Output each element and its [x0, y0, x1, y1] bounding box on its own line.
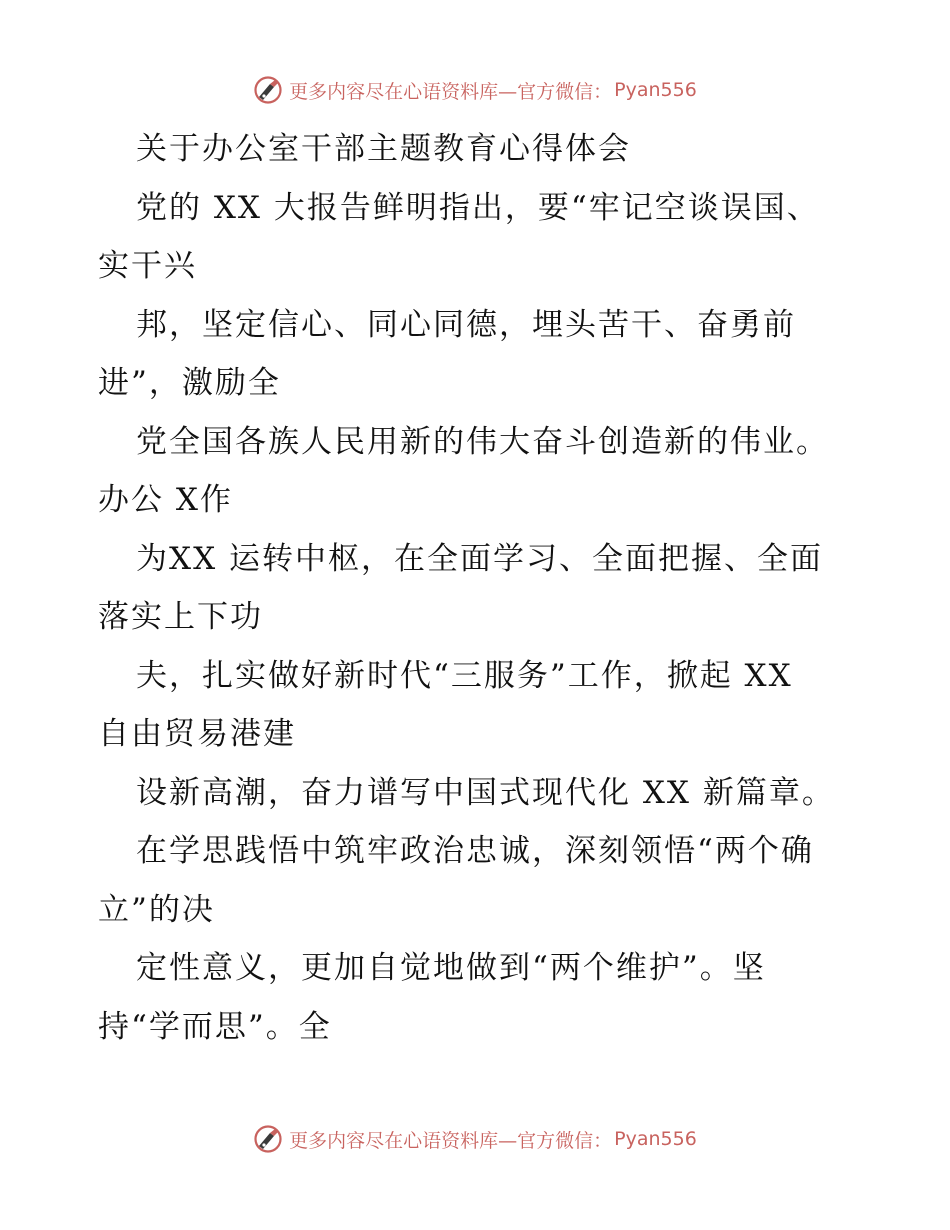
document-body: [98, 120, 858, 1056]
document-title: 关于办公室干部主题教育心得体会: [136, 131, 631, 167]
banner-text: [289, 77, 697, 104]
paragraph-line: 设新高潮，奋力谱写中国式现代化 XX 新篇章。: [136, 774, 835, 811]
header-banner: [0, 72, 950, 108]
paragraph-line: 邦，坚定信心、同心同德，埋头苦干、奋勇前: [136, 306, 796, 343]
paragraph-line: 实干兴: [98, 248, 197, 284]
paragraph-line: 办公 X作: [98, 482, 233, 518]
footer-banner: [0, 1121, 950, 1157]
banner-wechat-id: Pyan556: [614, 1128, 697, 1150]
paragraph-line: 进”，激励全: [98, 365, 281, 401]
pen-nib-logo-icon: [253, 75, 283, 105]
banner-wechat-id: Pyan556: [614, 79, 697, 101]
paragraph-line: 持“学而思”。全: [98, 1008, 332, 1045]
paragraph-line: 为XX 运转中枢，在全面学习、全面把握、全面: [136, 540, 823, 577]
paragraph-line: 落实上下功: [98, 599, 263, 635]
banner-text: [289, 1126, 697, 1153]
paragraph-line: 定性意义，更加自觉地做到“两个维护”。坚: [136, 950, 766, 986]
paragraph-line: 立”的决: [98, 891, 215, 928]
paragraph-line: 党全国各族人民用新的伟大奋斗创造新的伟业。: [136, 423, 829, 460]
pen-nib-logo-icon: [253, 1124, 283, 1154]
banner-lead: 更多内容尽在心语资料库—官方微信：: [289, 1129, 613, 1152]
paragraph-line: 党的 XX 大报告鲜明指出，要“牢记空谈误国、: [136, 189, 820, 226]
paragraph-line: 夫，扎实做好新时代“三服务”工作，掀起 XX: [136, 657, 793, 694]
banner-lead: 更多内容尽在心语资料库—官方微信：: [289, 80, 613, 103]
paragraph-line: 自由贸易港建: [98, 716, 296, 752]
paragraph-line: 在学思践悟中筑牢政治忠诚，深刻领悟“两个确: [136, 833, 814, 869]
